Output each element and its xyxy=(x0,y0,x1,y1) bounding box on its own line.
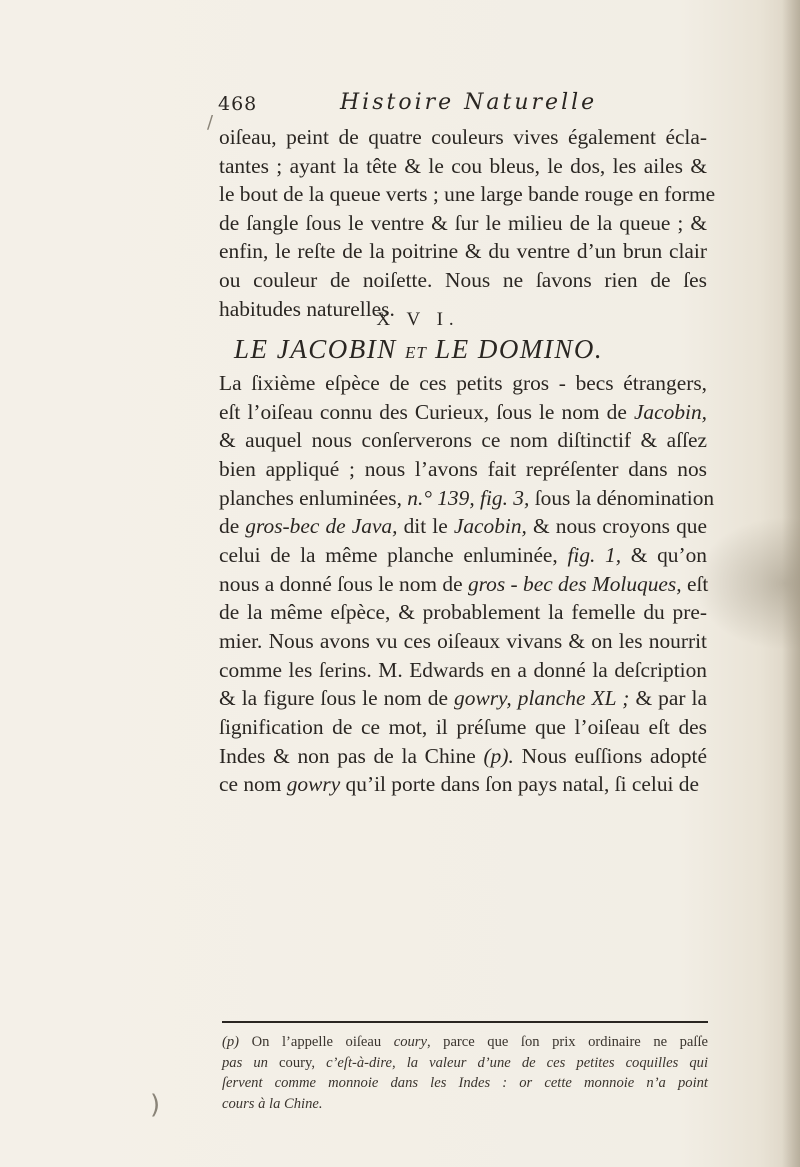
roman-text: ſous la dénomination xyxy=(529,485,715,510)
text-line: tantes ; ayant la tête & le cou bleus, le dos, les ailes & xyxy=(219,153,707,178)
roman-text: coury, xyxy=(279,1054,315,1071)
text-line xyxy=(219,770,707,799)
roman-text: bien appliqué ; nous l’avons fait repréſenter dans nos xyxy=(219,456,707,481)
text-line xyxy=(219,426,707,455)
italic-text: pas un xyxy=(222,1054,280,1071)
italic-text: cours à la Chine. xyxy=(222,1095,323,1112)
text-line: ou couleur de noiſette. Nous ne ſavons rien de ſes xyxy=(219,267,707,292)
italic-text: ſervent comme monnoie dans les Indes : or cette monnoie n’a point xyxy=(222,1075,708,1091)
roman-text: dit le xyxy=(397,514,454,539)
roman-text: & auquel nous conſerverons ce nom diſtinctif & aſſez xyxy=(219,428,707,453)
section-title-part2: LE DOMINO. xyxy=(435,334,604,364)
italic-text: n.° 139, fig. 3, xyxy=(407,485,530,510)
section-title-part1: LE JACOBIN xyxy=(234,334,397,364)
text-line xyxy=(219,713,707,742)
text-line xyxy=(219,570,707,599)
italic-text: Jacobin, xyxy=(633,399,707,424)
roman-text: & la figure ſous le nom de xyxy=(219,686,455,711)
page-edge-shadow xyxy=(782,0,800,1167)
italic-text: gowry xyxy=(286,772,341,797)
section-title-et: ET xyxy=(405,343,427,362)
text-line xyxy=(219,684,707,713)
roman-text: qu’il porte dans ſon pays natal, ſi celui de xyxy=(340,772,699,797)
roman-text: mier. Nous avons vu ces oiſeaux vivans & on les nourrit xyxy=(219,628,707,653)
roman-text: celui de la même planche enluminée, xyxy=(219,542,568,567)
text-line xyxy=(219,484,715,513)
ink-mark: / xyxy=(207,112,214,133)
roman-text: Indes & non pas de la Chine xyxy=(219,743,484,768)
text-line xyxy=(222,1073,708,1094)
italic-text: Jacobin, xyxy=(453,514,527,539)
italic-text: gros - bec des Moluques, xyxy=(467,571,682,596)
page-header xyxy=(218,90,688,123)
italic-text: gros-bec de Java, xyxy=(245,514,398,539)
text-line xyxy=(222,1053,708,1074)
italic-text: c’eſt-à-dire, la valeur d’une de ces petites coquilles qui xyxy=(314,1054,709,1071)
intro-paragraph xyxy=(219,123,716,323)
italic-text: fig. 1, xyxy=(567,542,622,567)
text-line: habitudes naturelles. xyxy=(219,296,395,321)
running-title: Histoire Naturelle xyxy=(340,90,598,115)
text-line xyxy=(219,627,707,656)
text-line: le bout de la queue verts ; une large bande rouge en forme xyxy=(219,182,716,207)
text-line: oiſeau, peint de quatre couleurs vives également écla- xyxy=(219,125,707,149)
text-line xyxy=(219,656,707,685)
main-paragraph xyxy=(219,369,715,799)
roman-text: & par la xyxy=(629,686,707,711)
text-line xyxy=(219,398,707,427)
text-line xyxy=(222,1032,708,1053)
footnote xyxy=(222,1032,708,1114)
section-number: X V I. xyxy=(376,309,460,330)
roman-text: comme les ſerins. M. Edwards en a donné la deſcription xyxy=(219,657,707,682)
text-line xyxy=(219,541,707,570)
roman-text: eſt l’oiſeau connu des Curieux, ſous le nom de xyxy=(219,399,634,424)
text-line xyxy=(219,742,707,771)
roman-text: eſt xyxy=(681,571,709,596)
italic-text: gowry, planche XL ; xyxy=(454,686,630,711)
text-line xyxy=(219,369,707,398)
roman-text: planches enluminées, xyxy=(219,485,408,510)
roman-text: & qu’on xyxy=(621,542,707,567)
roman-text: de xyxy=(219,514,246,539)
roman-text: de la même eſpèce, & probablement la femelle du pre- xyxy=(219,600,707,625)
italic-text: (p). xyxy=(483,743,514,768)
footnote-rule xyxy=(222,1021,708,1023)
italic-text: (p) xyxy=(222,1034,240,1050)
roman-text: ce nom xyxy=(219,772,287,797)
italic-text: coury xyxy=(393,1034,427,1050)
text-line: de ſangle ſous le ventre & ſur le milieu de la queue ; & xyxy=(219,210,707,235)
text-line xyxy=(219,598,707,627)
roman-text: & nous croyons que xyxy=(526,514,707,539)
roman-text: nous a donné ſous le nom de xyxy=(219,571,468,596)
roman-text: ſignification de ce mot, il préſume que l’oiſeau eſt des xyxy=(219,714,707,739)
text-line xyxy=(222,1094,708,1115)
text-line: enfin, le reſte de la poitrine & du ventre d’un brun clair xyxy=(219,239,707,264)
text-line xyxy=(219,512,707,541)
ink-mark: ) xyxy=(150,1090,161,1120)
page-number: 468 xyxy=(218,93,258,115)
text-line xyxy=(219,455,707,484)
roman-text: On l’appelle oiſeau xyxy=(239,1034,394,1050)
roman-text: , parce que ſon prix ordinaire ne paſſe xyxy=(426,1034,708,1050)
roman-text: Nous euſſions adopté xyxy=(513,743,707,768)
section-title xyxy=(234,334,704,365)
roman-text: La ſixième eſpèce de ces petits gros - becs étrangers, xyxy=(219,371,707,395)
